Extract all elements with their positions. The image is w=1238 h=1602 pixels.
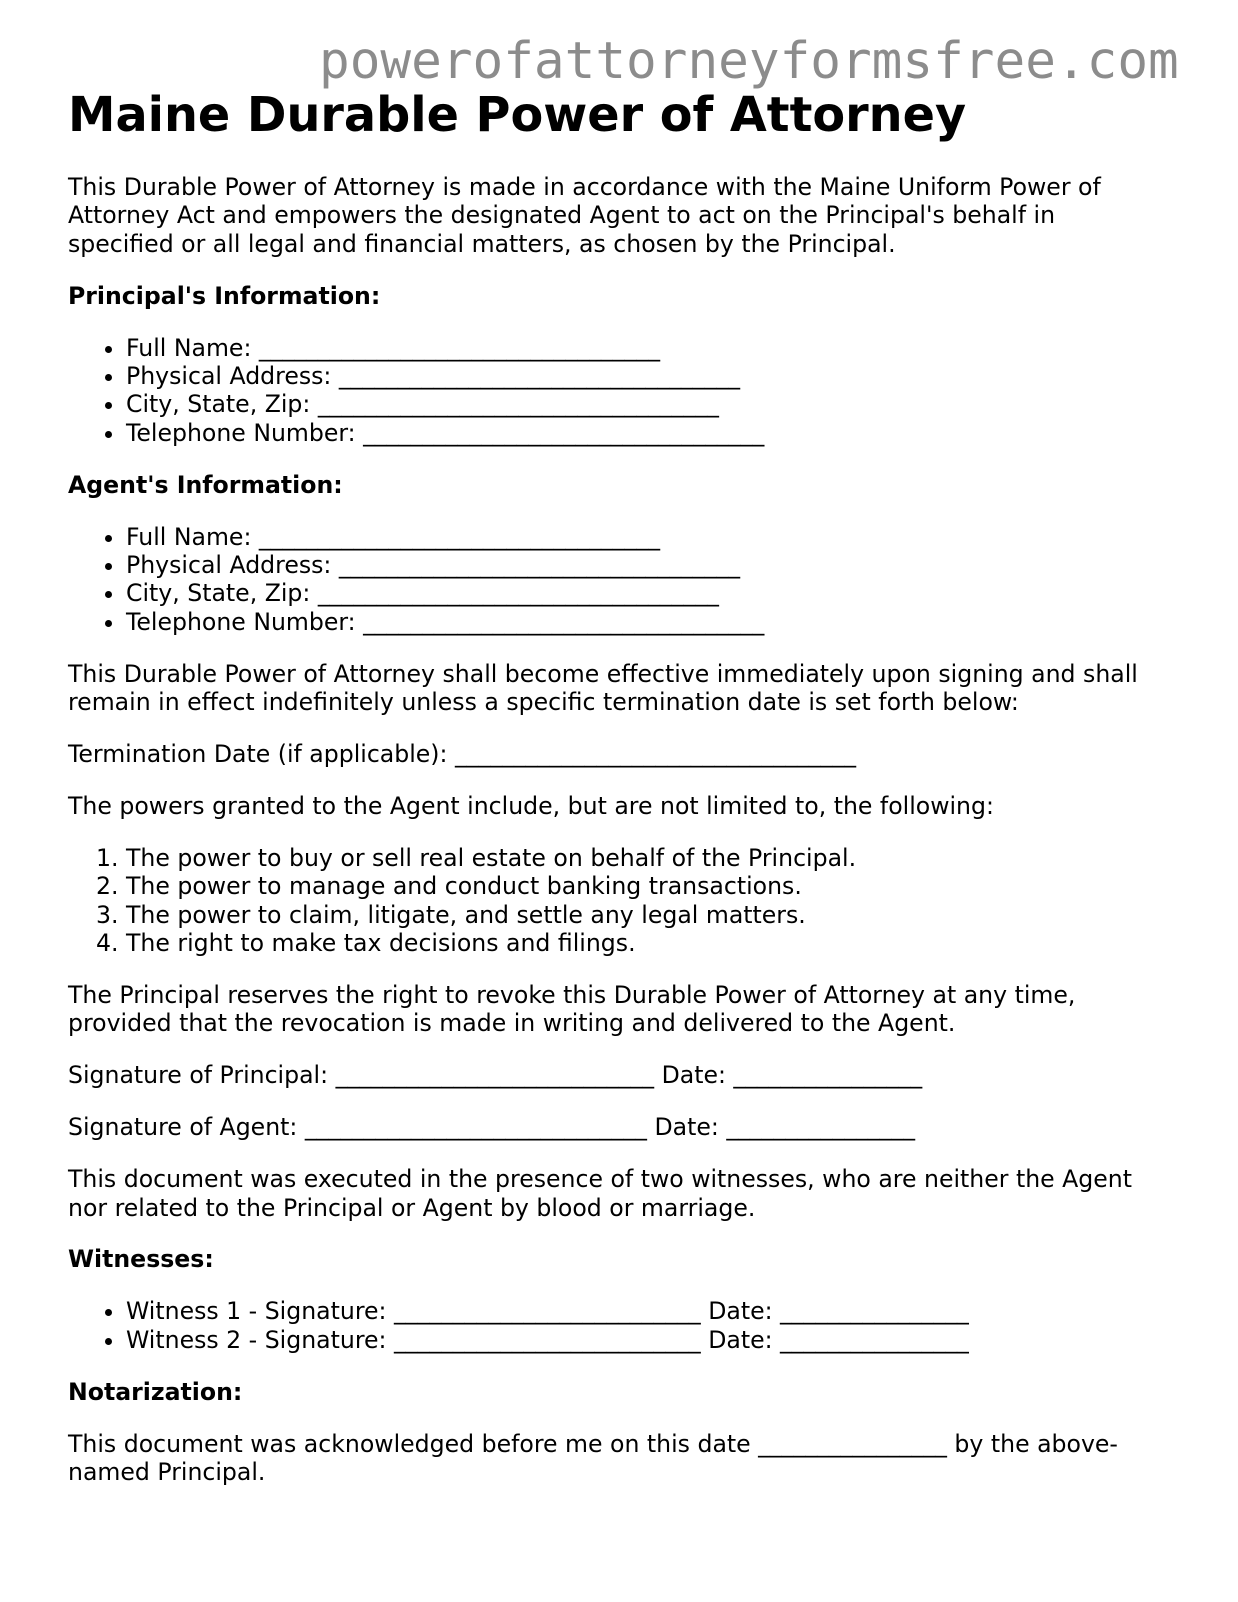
signature-blank: _____________________________ xyxy=(304,1113,647,1142)
principal-telephone-field xyxy=(126,419,1158,447)
date-label: Date: xyxy=(708,1297,773,1326)
agent-city-state-zip-field xyxy=(126,579,1158,607)
termination-date-line xyxy=(68,740,1158,768)
principal-signature-line xyxy=(68,1061,1158,1089)
witness-statement: This document was executed in the presence of two witnesses, who are neither the Agent nor related to the Principal or Agent by blood or marriage. xyxy=(68,1165,1132,1222)
witnesses-list xyxy=(68,1297,1158,1354)
power-item xyxy=(95,843,1158,872)
fill-in-blank: __________________________________ xyxy=(317,579,719,608)
fill-in-blank: __________________________________ xyxy=(258,333,660,362)
witness-1-line xyxy=(126,1297,1158,1325)
agent-info-heading: Agent's Information: xyxy=(68,470,343,499)
date-blank: ________________ xyxy=(733,1061,923,1090)
fill-in-blank: __________________________________ xyxy=(363,418,765,447)
field-label: City, State, Zip: xyxy=(126,390,311,419)
notarization-text-after: by the above-named Principal. xyxy=(68,1429,1118,1486)
fill-in-blank: __________________________________ xyxy=(454,740,857,769)
power-item-text: The power to buy or sell real estate on behalf of the Principal. xyxy=(126,843,857,872)
field-label: Full Name: xyxy=(126,333,252,362)
notarization-statement xyxy=(68,1430,1158,1487)
principal-info-heading: Principal's Information: xyxy=(68,281,381,310)
power-item xyxy=(95,929,1158,958)
power-item-number: 2. xyxy=(95,872,119,901)
document-title: Maine Durable Power of Attorney xyxy=(68,88,967,143)
revocation-statement: The Principal reserves the right to revoke this Durable Power of Attorney at any time, provided that the revocation is made in writing and delivered to the Agent. xyxy=(68,981,1076,1038)
power-item xyxy=(95,872,1158,901)
field-label: Signature of Principal: xyxy=(68,1061,329,1090)
agent-full-name-field xyxy=(126,523,1158,551)
date-label: Date: xyxy=(708,1325,773,1354)
field-label: Witness 1 - Signature: xyxy=(126,1297,387,1326)
date-label: Date: xyxy=(654,1113,719,1142)
date-blank: ________________ xyxy=(780,1325,969,1354)
signature-blank: __________________________ xyxy=(393,1325,701,1354)
date-blank: ________________ xyxy=(726,1113,916,1142)
power-item-number: 4. xyxy=(95,929,119,958)
witness-2-line xyxy=(126,1326,1158,1354)
document-body xyxy=(68,88,1158,1510)
agent-telephone-field xyxy=(126,608,1158,636)
principal-full-name-field xyxy=(126,334,1158,362)
field-label: Physical Address: xyxy=(126,551,332,580)
powers-list xyxy=(68,844,1158,958)
notarization-heading: Notarization: xyxy=(68,1377,243,1406)
effective-statement: This Durable Power of Attorney shall become effective immediately upon signing and shall remain in effect indefinitely unless a specific termination date is set forth below: xyxy=(68,659,1138,717)
intro-paragraph: This Durable Power of Attorney is made in accordance with the Maine Uniform Power of Attorney Act and empowers the designated Agent to act on the Principal's behalf in specified or all legal and financial matters, as chosen by the Principal. xyxy=(68,173,1101,258)
notarization-text-before: This document was acknowledged before me on this date xyxy=(68,1429,751,1458)
site-watermark: powerofattorneyformsfree.com xyxy=(319,32,1179,91)
date-blank: ________________ xyxy=(758,1429,947,1458)
witnesses-heading: Witnesses: xyxy=(68,1245,214,1274)
agent-info-list xyxy=(68,523,1158,637)
agent-address-field xyxy=(126,551,1158,579)
power-item xyxy=(95,900,1158,929)
fill-in-blank: __________________________________ xyxy=(258,522,660,551)
principal-info-list xyxy=(68,334,1158,448)
principal-address-field xyxy=(126,362,1158,390)
powers-intro: The powers granted to the Agent include, but are not limited to, the following: xyxy=(68,792,994,820)
fill-in-blank: __________________________________ xyxy=(317,390,719,419)
field-label: Physical Address: xyxy=(126,362,332,391)
agent-signature-line xyxy=(68,1113,1158,1141)
fill-in-blank: __________________________________ xyxy=(338,551,740,580)
principal-city-state-zip-field xyxy=(126,390,1158,418)
field-label: Signature of Agent: xyxy=(68,1113,298,1142)
fill-in-blank: __________________________________ xyxy=(363,607,765,636)
signature-blank: __________________________ xyxy=(393,1297,701,1326)
power-item-text: The right to make tax decisions and filings. xyxy=(126,929,636,958)
field-label: Telephone Number: xyxy=(126,418,356,447)
power-item-text: The power to manage and conduct banking transactions. xyxy=(126,872,802,901)
date-label: Date: xyxy=(661,1061,726,1090)
power-item-number: 1. xyxy=(95,843,119,872)
field-label: Telephone Number: xyxy=(126,607,356,636)
power-item-text: The power to claim, litigate, and settle any legal matters. xyxy=(126,900,806,929)
fill-in-blank: __________________________________ xyxy=(338,362,740,391)
field-label: Termination Date (if applicable): xyxy=(68,740,448,769)
field-label: Witness 2 - Signature: xyxy=(126,1325,387,1354)
date-blank: ________________ xyxy=(780,1297,969,1326)
power-item-number: 3. xyxy=(95,900,119,929)
field-label: Full Name: xyxy=(126,522,252,551)
field-label: City, State, Zip: xyxy=(126,579,311,608)
signature-blank: ___________________________ xyxy=(335,1061,655,1090)
